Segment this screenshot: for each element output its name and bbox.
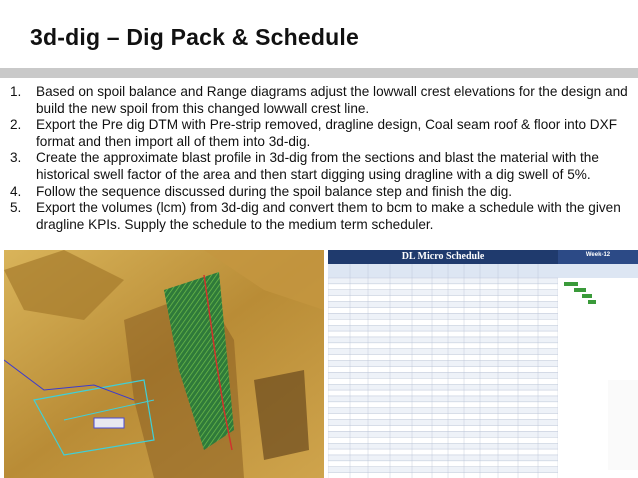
table-row	[328, 455, 558, 461]
table-row	[328, 302, 558, 308]
step-number: 2.	[10, 117, 22, 133]
step-number: 5.	[10, 200, 22, 216]
table-row	[328, 372, 558, 378]
terrain-render	[4, 250, 324, 478]
gantt-bar	[588, 300, 596, 304]
table-row	[328, 443, 558, 449]
table-row	[328, 355, 558, 361]
table-row	[328, 437, 558, 443]
table-row	[328, 284, 558, 290]
gantt-day-header	[558, 264, 638, 278]
table-row	[328, 414, 558, 420]
step-text: Export the volumes (lcm) from 3d-dig and convert them to bcm to make a schedule with the given dragline KPIs. Supply the schedule to the medium term scheduler.	[36, 200, 621, 232]
gantt-bar	[574, 288, 586, 292]
step-item	[10, 184, 630, 201]
table-row	[328, 331, 558, 337]
table-row	[328, 420, 558, 426]
table-row	[328, 426, 558, 432]
gantt-bar	[564, 282, 578, 286]
table-row	[328, 319, 558, 325]
schedule-week-label: Week-12	[585, 252, 611, 258]
table-rows	[328, 264, 558, 478]
table-row	[328, 361, 558, 367]
column-header-row	[328, 264, 558, 278]
table-row	[328, 308, 558, 314]
table-row	[328, 431, 558, 437]
table-row	[328, 290, 558, 296]
step-item	[10, 150, 630, 183]
schedule-table-grid	[328, 264, 558, 478]
table-row	[328, 337, 558, 343]
slide-title: 3d-dig – Dig Pack & Schedule	[30, 24, 359, 50]
table-row	[328, 396, 558, 402]
schedule-week-header	[558, 250, 638, 264]
table-row	[328, 343, 558, 349]
table-row	[328, 325, 558, 331]
table-row	[328, 367, 558, 373]
step-text: Based on spoil balance and Range diagrams adjust the lowwall crest elevations for the design and build the new spoil from this changed lowwall crest line.	[36, 84, 628, 116]
table-row	[328, 461, 558, 467]
step-number: 1.	[10, 84, 22, 99]
table-row	[328, 473, 558, 478]
step-item	[10, 84, 630, 117]
table-row	[328, 408, 558, 414]
table-row	[328, 390, 558, 396]
table-row	[328, 296, 558, 302]
table-row	[328, 278, 558, 284]
3d-dig-screenshot	[4, 250, 324, 478]
step-number: 3.	[10, 150, 22, 166]
step-text: Follow the sequence discussed during the spoil balance step and finish the dig.	[36, 183, 513, 199]
table-row	[328, 467, 558, 473]
table-row	[328, 384, 558, 390]
schedule-title: DL Micro Schedule	[401, 251, 485, 262]
dl-micro-schedule	[328, 250, 638, 478]
step-text: Export the Pre dig DTM with Pre-strip removed, dragline design, Coal seam roof & floor into DXF format and then import all of them into 3d-dig.	[36, 117, 617, 149]
table-row	[328, 402, 558, 408]
step-item	[10, 200, 630, 233]
table-row	[328, 378, 558, 384]
title-divider	[0, 68, 638, 78]
step-item	[10, 117, 630, 150]
decorative-watermark	[608, 380, 638, 470]
table-row	[328, 349, 558, 355]
dragline-machine	[94, 418, 124, 428]
steps-list	[10, 84, 630, 233]
table-row	[328, 449, 558, 455]
gantt-bar	[582, 294, 592, 298]
step-number: 4.	[10, 183, 22, 199]
schedule-header	[328, 250, 558, 264]
table-row	[328, 313, 558, 319]
step-text: Create the approximate blast profile in 3d-dig from the sections and blast the material with the historical swell factor of the area and then start digging using dragline with a dig swell of 5%.	[36, 150, 599, 182]
